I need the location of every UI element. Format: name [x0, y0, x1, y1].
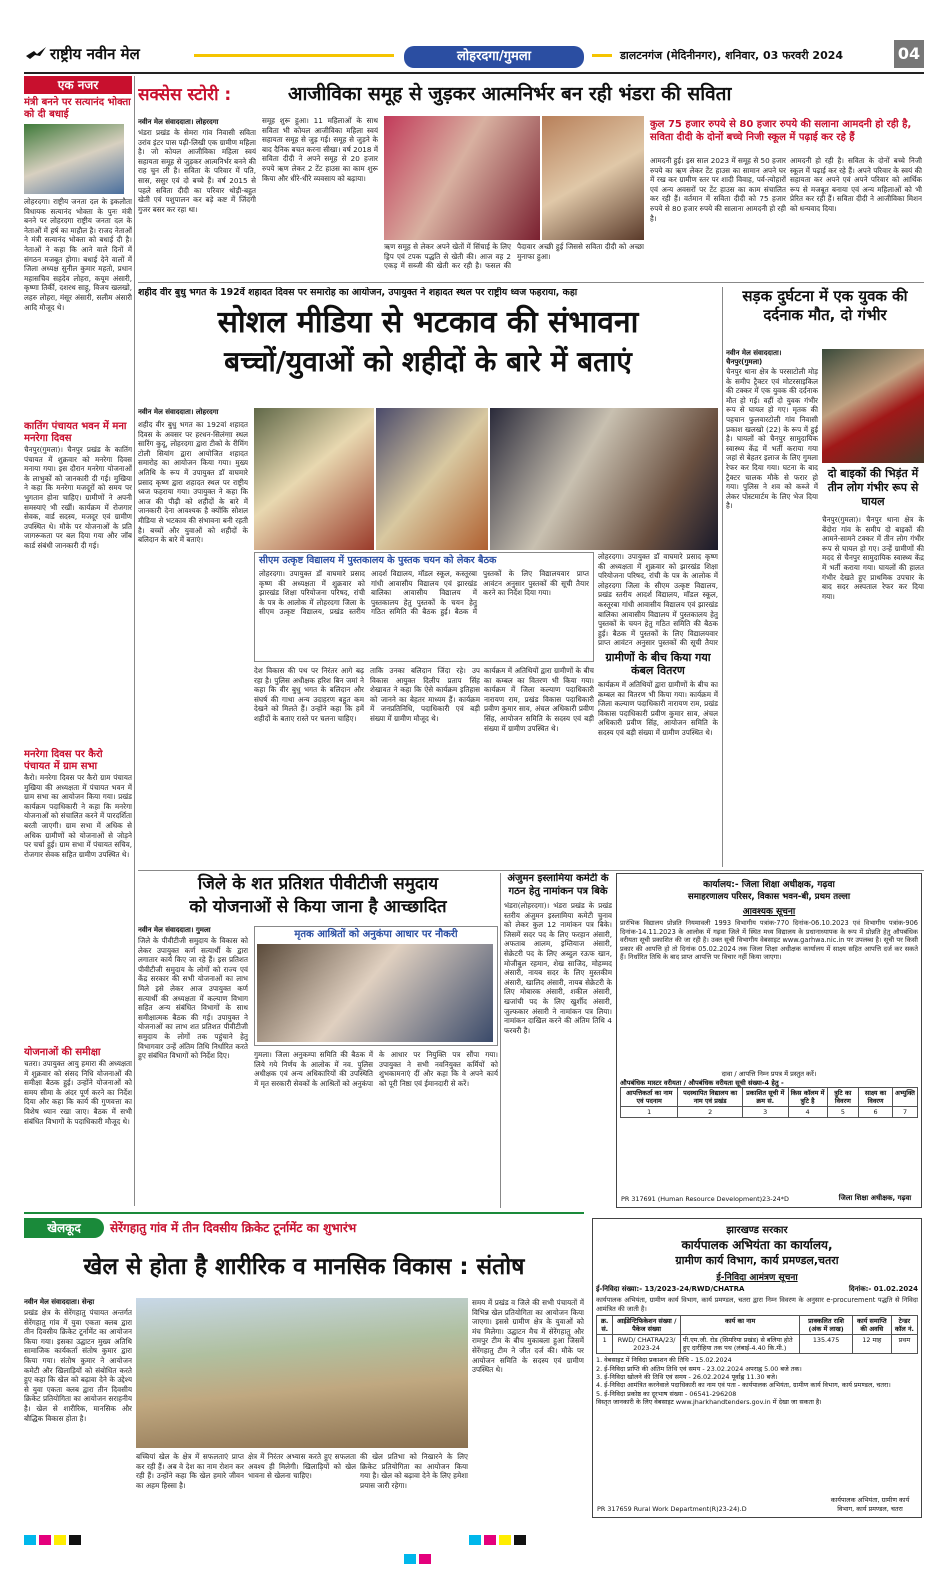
ad1-office2: समाहरणालय परिसर, विकास भवन-बी, प्रथम तल्ला [687, 892, 851, 902]
masthead-title: राष्ट्रीय नवीन मेल [50, 45, 140, 63]
table-cell: 4 [788, 1107, 827, 1118]
lead-photo-1 [254, 408, 374, 550]
accident-photo [822, 349, 924, 463]
table-cell: 7 [892, 1107, 917, 1118]
table-row [597, 1335, 918, 1354]
sports-strap: सेरेंगहातु गांव में तीन दिवसीय क्रिकेट टूर्नामेंट का शुभारंभ [110, 1221, 357, 1235]
blanket-box [598, 552, 718, 870]
pvtg-byline: नवीन मेल संवाददाता। गुमला [138, 926, 211, 934]
lead-body: ताकि उनका बलिदान जिंदा रहे। उप विकास आयुक्त दिलीप प्रताप सिंह शेखावत ने कहा कि ऐसे कार्यक्रम इतिहास को जानने का बेहतर माध्यम हैं। कार्यक्रम में जनप्रतिनिधि, पदाधिकारी एवं बड़ी संख्या में ग्रामीण मौजूद थे। [370, 666, 480, 723]
blanket-body: कार्यक्रम में अतिथियों द्वारा ग्रामीणों के बीच का कम्बल का वितरण भी किया गया। कार्यक्रम में जिला कल्याण पदाधिकारी नारायण राम, प्रखंड विकास पदाधिकारी प्रवीण कुमार साव, अंचल अधिकारी प्रवीण सिंह, आयोजन समिति के सदस्य एवं बड़ी संख्या में ग्रामीण उपस्थित थे। [598, 680, 718, 737]
brief-body: चैनपुर(गुमला)। चैनपुर प्रखंड के कातिंग पंचायत में शुक्रवार को मनरेगा दिवस मनाया गया। इस दौरान मनरेगा योजनाओं के लाभुकों को जानकारी दी गई। मुखिया ने कहा कि मनरेगा मजदूरों को समय पर भुगतान होना चाहिए। ग्रामीणों ने अपनी समस्याएं भी रखीं। कार्यक्रम में रोजगार सेवक, वार्ड सदस्य, मजदूर एवं ग्रामीण उपस्थित थे। मौके पर योजनाओं के प्रति जागरूकता पर बल दिया गया और जॉब कार्ड संबंधी जानकारी दी गई। [24, 445, 132, 550]
accident-story [726, 287, 924, 867]
table-header-cell: आईडेन्टिफिकेशन संख्या / पैकेज संख्या [613, 1316, 681, 1335]
header-underline [24, 72, 924, 74]
lead-strap: शहीद वीर बुधु भगत के 192वें शहादत दिवस पर समारोह का आयोजन, उपायुक्त ने शहादत स्थल पर राष्ट्रीय ध्वज फहराया, कहा [138, 287, 578, 298]
list-item: 4. ई-निविदा आमंत्रित करनेवाले पदाधिकारी का नाम एवं पता - कार्यपालक अभियंता, ग्रामीण कार्य विभाग, कार्य प्रमण्डल, चतरा। [596, 1381, 891, 1390]
pvtg-headline-2: को योजनाओं से किया जाना है आच्छादित [189, 897, 447, 917]
lead-body: शहीद वीर बुधु भगत का 192वां शहादत दिवस के अवसर पर हरधन-सिलंग्ग़ा स्थल सारिंग कुदू, लोहरदगा द्वारा टीको के रीमिंग टोली सियांग द्वारा आयोजित शहादत समारोह का आयोजन किया गया। मुख्य अतिथि के रूप में उपायुक्त डॉ वाघमारे प्रसाद कृष्ण द्वारा शहादत स्थल पर राष्ट्रीय ध्वज फहराया गया। उपायुक्त ने कहा कि आज की पीढ़ी को शहीदों के बारे में जानकारी देना आवश्यक है क्योंकि सोशल मीडिया से भटकाव की संभावना बनी रहती है। बच्चों और युवाओं को शहीदों के बलिदान के बारे में बताएं। [138, 420, 248, 545]
table-header-cell: क्र. सं. [597, 1316, 613, 1335]
page-number: 04 [894, 40, 924, 68]
tender-notice-ad [592, 1218, 922, 1518]
brief-body: चतरा। उपायुक्त आयु हमारा की अध्यक्षता में शुक्रवार को संसद निधि योजनाओं की समीक्षा बैठक हुई। उन्होंने योजनाओं को समय सीमा के अंदर पूर्ण करने का निर्देश दिया और कहा कि कार्य की गुणवत्ता का विशेष ध्यान रखा जाए। बैठक में सभी संबंधित विभागों के पदाधिकारी मौजूद थे। [24, 1059, 132, 1126]
lead-headline-1: सोशल मीडिया से भटकाव की संभावना [217, 305, 639, 340]
blanket-headline: ग्रामीणों के बीच किया गया कंबल वितरण [605, 651, 711, 677]
list-item: 1. वेबसाइट में निविदा प्रकाशन की तिथि - 15.02.2024 [596, 1356, 732, 1365]
ad1-table-note: दावा / आपत्ति निम्न प्रपत्र में प्रस्तुत करें। [721, 1070, 817, 1078]
education-notice-ad [616, 873, 922, 1208]
table-header-cell: किस कॉलम में त्रुटि है [788, 1088, 827, 1107]
ad2-office2: ग्रामीण कार्य विभाग, कार्य प्रमण्डल,चतरा [675, 1254, 839, 1267]
list-item: विस्तृत जानकारी के लिए वेबसाइट www.jharkhandtenders.gov.in में देखा जा सकता है। [596, 1398, 822, 1407]
column-divider [134, 76, 135, 1206]
success-photo [384, 116, 540, 240]
sports-tag: खेलकूद [24, 1218, 104, 1238]
anukampa-box [254, 926, 498, 1046]
table-header-cell: त्रुटि का विवरण [827, 1088, 859, 1107]
ad1-table [620, 1087, 918, 1118]
table-cell: 1 [597, 1335, 613, 1354]
bird-logo-icon [24, 42, 48, 66]
brief-body: लोहरदगा। राष्ट्रीय जनता दल के इकलौता विधायक सत्यानंद भोक्ता के पुनः मंत्री बनने पर लोहरदगा राष्ट्रीय जनता दल के नेताओं में हर्ष का माहौल है। राजद नेताओं ने मंत्री सत्यानंद भोक्ता को बधाई दी है। नेताओं ने कहा कि आने वाले दिनों में संगठन मजबूत होगा। बधाई देने वालों में जिला अध्यक्ष सुनील कुमार महतो, प्रधान महासचिव सहदेव लोहरा, कयूम अंसारी, कृष्णा तिर्की, दशरथ साहू, विजय खलखो, लहरु लोहरा, मंसूर अंसारी, सलीम अंसारी आदि मौजूद थे। [24, 197, 132, 312]
success-body: ऋण समूह से लेकर अपने खेतों में सिंचाई के लिए ड्रिप एवं टपक पद्धति से खेती की। आज वह 2 एकड़ में सब्जी की खेती कर रही है। फसल की पैदावार अच्छी हुई जिससे सविता दीदी को अच्छा मुनाफा हुआ। [384, 242, 644, 271]
sports-byline: नवीन मेल संवाददाता। सेन्हा [24, 1298, 95, 1306]
library-headline: सीएम उत्कृष्ट विद्यालय में पुस्तकालय के पुस्तक चयन को लेकर बैठक [259, 555, 497, 566]
table-cell: 2 [678, 1107, 742, 1118]
ad2-ref: PR 317659 Rural Work Department(R)23-24).D [597, 1505, 747, 1513]
table-cell: 135.475 [800, 1335, 852, 1354]
library-body: लोहरदगा। उपायुक्त डॉ वाघमारे प्रसाद कृष्ण की अध्यक्षता में शुक्रवार को झारखंड शिक्षा परियोजना परिषद, रांची के पत्र के आलोक में लोहरदगा जिला के सीएम उत्कृष्ट विद्यालय, प्रखंड स्तरीय आदर्श विद्यालय, मॉडल स्कूल, कस्तूरबा गांधी आवासीय विद्यालय एवं झारखंड बालिका आवासीय विद्यालय में पुस्तकालय हेतु पुस्तकों के चयन हेतु गठित समिति की बैठक हुई। बैठक में पुस्तकों के लिए विद्यालयवार प्राप्त आवंटन अनुसार पुस्तकों की सूची तैयार करने का निर्देश दिया गया। [259, 569, 589, 617]
anjuman-body: भंडरा(लोहरदगा)। भंडरा प्रखंड के प्रखंड स्तरीय अंजुमन इस्लामिया कमेटी चुनाव को लेकर कुल 12 नामांकन पत्र बिके। जिसमें सदर पद के लिए फरहान अंसारी, अफताब आलम, इम्तियाज अंसारी, सेक्रेटरी पद के लिए अब्दुल रऊफ खान, मोजीबुल रहमान, शेख साजिद, मोहम्मद अंसारी, नायब सदर के लिए मुस्तकीम अंसारी, खालिद अंसारी, नायब सेक्रेटरी के लिए मोबारक अंसारी, शकील अंसारी, खजांची पद के लिए खुर्शीद अंसारी, जुल्फकार अंसारी ने नामांकन पत्र लिया। नामांकन दाखिल करने की अंतिम तिथि 4 फरवरी है। [504, 901, 612, 1035]
ek-nazar-column [24, 76, 132, 1206]
table-cell: 1 [621, 1107, 678, 1118]
minister-photo [24, 124, 124, 194]
lead-body: देश विकास की पथ पर निरंतर आगे बढ़ रहा है। पुलिस अधीक्षक हरिश बिन जमां ने कहा कि वीर बुधु भगत के बलिदान और संघर्ष की गाथा अन्य उदाहरण बहुत कम देखने को मिलते हैं। उन्होंने कहा कि हमें शहीदों के बताए रास्ते पर चलना चाहिए। [254, 666, 364, 723]
section-divider [138, 870, 924, 871]
color-registration-bar [24, 1530, 924, 1544]
ad2-table [596, 1315, 918, 1354]
ad1-office: कार्यालय:- जिला शिक्षा अधीक्षक, गढ़वा [703, 880, 835, 890]
table-row [597, 1316, 918, 1335]
sports-body [24, 1292, 584, 1514]
ad2-tender-no: ई-निविदा संख्या:- 13/2023-24/RWD/CHATRA [596, 1285, 745, 1293]
table-header-cell: अभ्युक्ति [892, 1088, 917, 1107]
column-divider [500, 873, 501, 1208]
brief-body: कैरो। मनरेगा दिवस पर कैरो ग्राम पंचायत मुखिया की अध्यक्षता में पंचायत भवन में ग्राम सभा का आयोजन किया गया। प्रखंड कार्यक्रम पदाधिकारी ने कहा कि मनरेगा योजनाओं को संचालित करने में पारदर्शिता बरती जाएगी। ग्राम सभा में अधिक से अधिक ग्रामीणों को योजनाओं से जोड़ने पर चर्चा हुई। ग्राम सभा में पंचायत सचिव, रोजगार सेवक सहित ग्रामीण उपस्थित थे। [24, 773, 132, 859]
sports-headline: खेल से होता है शारीरिक व मानसिक विकास : संतोष [83, 1254, 525, 1280]
anukampa-body: गुमला। जिला अनुकम्पा समिति की बैठक में लिये गये निर्णय के आलोक में नव. पुलिस अधीक्षक एवं अन्य अधिकारियों की उपस्थिति में मृत सरकारी सेवकों के आश्रितों को अनुकंपा के आधार पर नियुक्ति पत्र सौंपा गया। उपायुक्त ने सभी नवनियुक्त कर्मियों को शुभकामनाएं दीं और कहा कि वे अपने कार्य को पूरी निष्ठा एवं ईमानदारी से करें। [254, 1050, 498, 1088]
lead-story-body [138, 388, 718, 870]
brief-title: योजनाओं की समीक्षा [24, 1047, 101, 1058]
lead-body: कार्यक्रम में अतिथियों द्वारा ग्रामीणों के बीच का कम्बल का वितरण भी किया गया। कार्यक्रम में जिला कल्याण पदाधिकारी नारायण राम, प्रखंड विकास पदाधिकारी प्रवीण कुमार साव, अंचल अधिकारी प्रवीण सिंह, आयोजन समिति के सदस्य एवं बड़ी संख्या में ग्रामीण उपस्थित थे। [484, 666, 594, 733]
table-header-cell: पदस्थापित विद्यालय का नाम एवं प्रखंड [678, 1088, 742, 1107]
brief-title: मंत्री बनने पर सत्यानंद भोक्ता को दी बधाई [24, 97, 131, 120]
success-body: भंडरा प्रखंड के सेमरा गांव निवासी सविता उरांव इंटर पास पढ़ी-लिखी एक ग्रामीण महिला है। जो कोयल आजीविका महिला स्वयं सहायता समूह से जुड़कर आत्मनिर्भर बनने की राह चुन ली है। सविता के परिवार में पति, सास, ससुर एवं दो बच्चे हैं। वर्ष 2015 से पहले सविता दीदी का परिवार थोड़ी-बहुत खेती एवं पशुपालन कर बड़े कष्ट में जिंदगी गुजर बसर कर रहा था। [138, 128, 256, 214]
ad2-signature: कार्यपालक अभियंता, ग्रामीण कार्य विभाग, कार्य प्रमण्डल, चतरा [830, 1496, 910, 1513]
table-row [621, 1088, 918, 1107]
table-header-cell: प्रकाशित सूची में क्रम सं. [742, 1088, 788, 1107]
accident-headline: सड़क दुर्घटना में एक युवक की दर्दनाक मौत, दो गंभीर [742, 287, 908, 324]
ad1-signature: जिला शिक्षा अधीक्षक, गढ़वा [838, 1194, 912, 1202]
ad1-body: प्रारंभिक विद्यालय प्रोन्नति नियमावली 1993 विभागीय पत्रांक-770 दिनांक-06.10.2023 एवं विभागीय पत्रांक-906 दिनांक-14.11.2023 के आलोक में गढ़वा जिले में स्थित मध्य विद्यालय के प्रधानाध्यापक के रूप में प्रोन्नति हेतु औपबंधिक वरीयता सूची प्रकाशित की जा रही है। उक्त सूची विभागीय वेबसाइट www.garhwa.nic.in पर उपलब्ध है। सूची पर किसी प्रकार की आपत्ति हो तो दिनांक 05.02.2024 तक जिला शिक्षा अधीक्षक कार्यालय में साक्ष्य सहित आपत्ति दर्ज कर सकते हैं। निर्धारित तिथि के बाद प्राप्त आपत्ति पर विचार नहीं किया जाएगा। [620, 919, 918, 962]
accident-body: चैनपुर थाना क्षेत्र के परसाटोली मोड़ के समीप ट्रैक्टर एवं मोटरसाइकिल की टक्कर में एक युवक की दर्दनाक मौत हो गई। वहीं दो युवक गंभीर रूप से घायल हो गए। मृतक की पहचान फुलवारटोली गांव निवासी प्रकाश खलखो (22) के रूप में हुई है। घायलों को चैनपुर सामुदायिक स्वास्थ्य केंद्र में भर्ती कराया गया जहां से बेहतर इलाज के लिए गुमला रेफर कर दिया गया। घटना के बाद ट्रैक्टर चालक मौके से फरार हो गया। पुलिस ने शव को कब्जे में लेकर पोस्टमार्टम के लिए भेज दिया है। [726, 367, 818, 511]
sports-text: समय में प्रखंड व जिले की सभी पंचायतों में विभिन्न खेल प्रतियोगिता का आयोजन किया जाएगा। इससे ग्रामीण क्षेत्र के युवाओं को मंच मिलेगा। उद्घाटन मैच में सेरेंगहातु और रामपुर टीम के बीच मुकाबला हुआ जिसमें सेरेंगहातु टीम ने जीत दर्ज की। मौके पर आयोजन समिति के सदस्य एवं ग्रामीण उपस्थित थे। [472, 1298, 584, 1375]
lead-headline-2: बच्चों/युवाओं को शहीदों के बारे में बताएं [224, 345, 632, 378]
ad2-intro: कार्यपालक अभियंता, ग्रामीण कार्य विभाग, कार्य प्रमण्डल, चतरा द्वारा निम्न विवरण के अनुसार e-procurement पद्धति से निविदा आमंत्रित की जाती है। [596, 1296, 918, 1313]
success-body: आमदनी हो रही है। सविता के दोनों बच्चे निजी स्कूल में पढ़ाई कर रहे हैं। अपने परिवार के स्वयं की सहायता कर अपने एवं अपने परिवार को आर्थिक रूप से मजबूत बनाया एवं अन्य महिलाओं को भी प्रेरित कर रही हैं। सविता दीदी ने आजीविका मिशन को धन्यवाद दिया। [790, 156, 922, 213]
anjuman-story [504, 873, 612, 1208]
sports-photo [136, 1298, 468, 1448]
table-header-cell: कार्य समाप्ति की अवधि [852, 1316, 891, 1335]
pvtg-body: जिले के पीवीटीजी समुदाय के विकास को लेकर उपायुक्त कर्ण सत्यार्थी के द्वारा लगातार कार्य किए जा रहे हैं। इस प्रतिशत पीवीटीजी समुदाय के लोगों को राज्य एवं केंद्र सरकार की सभी योजनाओं का लाभ मिले इसे लेकर आज उपायुक्त कर्ण सत्यार्थी की अध्यक्षता में कल्याण विभाग सहित अन्य संबंधित विभागों के साथ समीक्षात्मक बैठक की गई। उपायुक्त ने योजनाओं का लाभ शत प्रतिशत पीवीटीजी समुदाय के लोगों तक पहुंचाने हेतु विभागवार उन्हें अंतिम तिथि निर्धारित करते हुए संबंधित विभागों को निर्देश दिए। [138, 936, 248, 1061]
success-photo-2 [542, 116, 644, 240]
list-item: 3. ई-निविदा खोलने की तिथि एवं समय - 26.02.2024 पूर्वाह्न 11.30 बजे। [596, 1373, 778, 1381]
table-cell: 5 [827, 1107, 859, 1118]
section-divider [24, 1212, 584, 1214]
column-divider [722, 287, 723, 867]
ad2-office: कार्यपालक अभियंता का कार्यालय, [681, 1238, 833, 1252]
ad2-dates [596, 1356, 918, 1406]
sports-text: प्रखंड क्षेत्र के सेरेंगहातु पंचायत अन्तर्गत सेरेंगहातु गांव में युवा एकता क्लब द्वारा तीन दिवसीय क्रिकेट टूर्नामेंट का आयोजन किया गया। इसका उद्घाटन मुख्य अतिथि सामाजिक कार्यकर्ता संतोष कुमार द्वारा किया गया। संतोष कुमार ने आयोजन कमेटी और खिलाड़ियों को संबोधित करते हुए कहा कि खेल को बढ़ावा देने के उद्देश्य से युवा एकता क्लब द्वारा तीन दिवसीय क्रिकेट प्रतियोगिता का आयोजन सराहनीय है। खेल से शारीरिक, मानसिक और बौद्धिक विकास होता है। [24, 1308, 132, 1423]
library-box [254, 552, 594, 662]
table-cell: पी.एम.जी. रोड (सिमरिया प्रखंड) से बलिया होते हुए दारीहिया तक पथ (लंबाई-4.40 कि.मी.) [680, 1335, 799, 1354]
success-body: आमदनी हुई। इस साल 2023 में समूह से 50 हजार रुपये का ऋण लेकर टेंट हाउस का सामान अपने घर में रख कर ग्रामीण स्तर पर शादी विवाह, पर्व-त्योहारों एवं अन्य अवसरों पर टेंट हाउस का काम संचालित कर रही हैं। वर्तमान में सविता दीदी को 75 हजार रुपये से 80 हजार रुपये की सालाना आमदनी हो रही है। [650, 156, 786, 223]
table-cell: प्रथम [891, 1335, 917, 1354]
lead-photo-3 [490, 408, 718, 550]
success-byline: नवीन मेल संवाददाता। लोहरदगा [138, 118, 219, 126]
success-body: समूह शुरू हुआ। 11 महिलाओं के साथ सविता भी कोयल आजीविका महिला स्वयं सहायता समूह से जुड़ गई। समूह से जुड़ने के बाद दैनिक बचत करना सीखा। वर्ष 2018 में सविता दीदी ने अपने समूह से 20 हजार रुपये ऋण लेकर 2 टेंट हाउस का काम शुरू किया और धीरे-धीरे व्यवसाय को बढ़ाया। [262, 116, 378, 183]
anukampa-photo [257, 944, 493, 1042]
section-divider [138, 282, 924, 283]
table-header-cell: आपत्तिकर्ता का नाम एवं पदनाम [621, 1088, 678, 1107]
table-cell: 12 माह [852, 1335, 891, 1354]
accident-byline: नवीन मेल संवाददाता। चैनपुर(गुमला) [726, 349, 782, 366]
list-item: 2. ई-निविदा प्राप्ति की अंतिम तिथि एवं समय - 23.02.2024 अपराह्न 5.00 बजे तक। [596, 1364, 802, 1373]
table-cell: 3 [742, 1107, 788, 1118]
lead-photo-2 [376, 408, 488, 550]
ek-nazar-label: एक नजर [24, 76, 132, 94]
sports-text: क्षेत्र में निरंतर अभ्यास करते हुए सफलता अवश्य ही मिलेगी। खिलाड़ियों को खेल भावना से खेलना चाहिए। [248, 1452, 356, 1481]
success-headline: आजीविका समूह से जुड़कर आत्मनिर्भर बन रही भंडरा की सविता [288, 83, 732, 105]
brief-title: कातिंग पंचायत भवन में मना मनरेगा दिवस [24, 421, 127, 444]
masthead-rule-right [592, 54, 612, 57]
section-label: लोहरदगा/गुमला [404, 46, 584, 68]
ad1-ref: PR 317691 (Human Resource Development)23-24*D [621, 1195, 789, 1203]
ad1-table-title: औपबंधिक मास्टर वरीयता / औपबंधिक वरीयता सूची संख्या-4 हेतु - [620, 1079, 784, 1087]
lead-byline: नवीन मेल संवाददाता। लोहरदगा [138, 408, 219, 416]
ad2-title: ई-निविदा आमंत्रण सूचना [716, 1273, 798, 1283]
ad2-date: दिनांक:- 01.02.2024 [848, 1285, 918, 1293]
table-header-cell: टेन्डर कॉल नं. [891, 1316, 917, 1335]
success-pullquote: कुल 75 हजार रुपये से 80 हजार रुपये की सलाना आमदनी हो रही है, सविता दीदी के दोनों बच्चे निजी स्कूल में पढ़ाई कर रहे हैं [650, 119, 912, 143]
anukampa-caption: मृतक आश्रितों को अनुकंपा आधार पर नौकरी [294, 929, 458, 940]
masthead-rule [194, 54, 394, 57]
anjuman-headline: अंजुमन इस्लामिया कमेटी के गठन हेतु नामांकन पत्र बिके [507, 873, 609, 897]
pvtg-story-body [138, 922, 498, 1208]
table-header-cell: कार्य का नाम [680, 1316, 799, 1335]
table-cell: RWD/ CHATRA/23/ 2023-24 [613, 1335, 681, 1354]
ad1-title: आवश्यक सूचना [742, 907, 796, 917]
sports-text: बच्चियां खेल के क्षेत्र में सफलताएं प्राप्त कर रही हैं। अब वे देश का नाम रोशन कर रही हैं। उन्होंने कहा कि खेल हमारे जीवन का अहम हिस्सा है। [136, 1452, 244, 1490]
blanket-lead: लोहरदगा। उपायुक्त डॉ वाघमारे प्रसाद कृष्ण की अध्यक्षता में शुक्रवार को झारखंड शिक्षा परियोजना परिषद, रांची के पत्र के आलोक में लोहरदगा जिला के सीएम उत्कृष्ट विद्यालय, प्रखंड स्तरीय आदर्श विद्यालय, मॉडल स्कूल, कस्तूरबा गांधी आवासीय विद्यालय एवं झारखंड बालिका आवासीय विद्यालय में पुस्तकालय हेतु पुस्तकों के चयन हेतु गठित समिति की बैठक हुई। बैठक में पुस्तकों के लिए विद्यालयवार प्राप्त आवंटन अनुसार पुस्तकों की सूची तैयार [598, 552, 718, 648]
table-header-cell: प्राक्कलित राशि (अंक में लाख) [800, 1316, 852, 1335]
table-row [621, 1107, 918, 1118]
accident-sub-headline: दो बाइकों की भिड़ंत में तीन लोग गंभीर रूप से घायल [827, 467, 919, 508]
pvtg-headline-1: जिले के शत प्रतिशत पीवीटीजी समुदाय [197, 874, 439, 894]
brief-title: मनरेगा दिवस पर कैरो पंचायत में ग्राम सभा [24, 749, 103, 772]
table-header-cell: साक्ष्य का विवरण [859, 1088, 893, 1107]
table-cell: 6 [859, 1107, 893, 1118]
masthead-bar [24, 40, 924, 70]
list-item: 5. ई-निविदा प्रकोष्ठ का दूरभाष संख्या - 06541-296208 [596, 1389, 737, 1398]
sports-text: की खेल प्रतिभा को निखारने के लिए क्रिकेट प्रतियोगिता का आयोजन किया गया है। खेल को बढ़ावा देने के लिए हमेशा प्रयास जारी रहेगा। [360, 1452, 468, 1490]
accident-sub-body: चैनपुर(गुमला)। चैनपुर थाना क्षेत्र के बेंदोरा गांव के समीप दो बाइकों की आमने-सामने टक्कर में तीन लोग गंभीर रूप से घायल हो गए। उन्हें ग्रामीणों की मदद से चैनपुर सामुदायिक स्वास्थ्य केंद्र में भर्ती कराया गया। घायलों की हालत गंभीर देखते हुए प्राथमिक उपचार के बाद सदर अस्पताल रेफर कर दिया गया। [822, 515, 924, 601]
success-kicker: सक्सेस स्टोरी : [138, 85, 232, 105]
dateline: डालटनगंज (मेदिनीनगर), शनिवार, 03 फरवरी 2024 [620, 49, 844, 62]
ad2-gov: झारखण्ड सरकार [726, 1225, 788, 1236]
success-story [138, 78, 924, 278]
